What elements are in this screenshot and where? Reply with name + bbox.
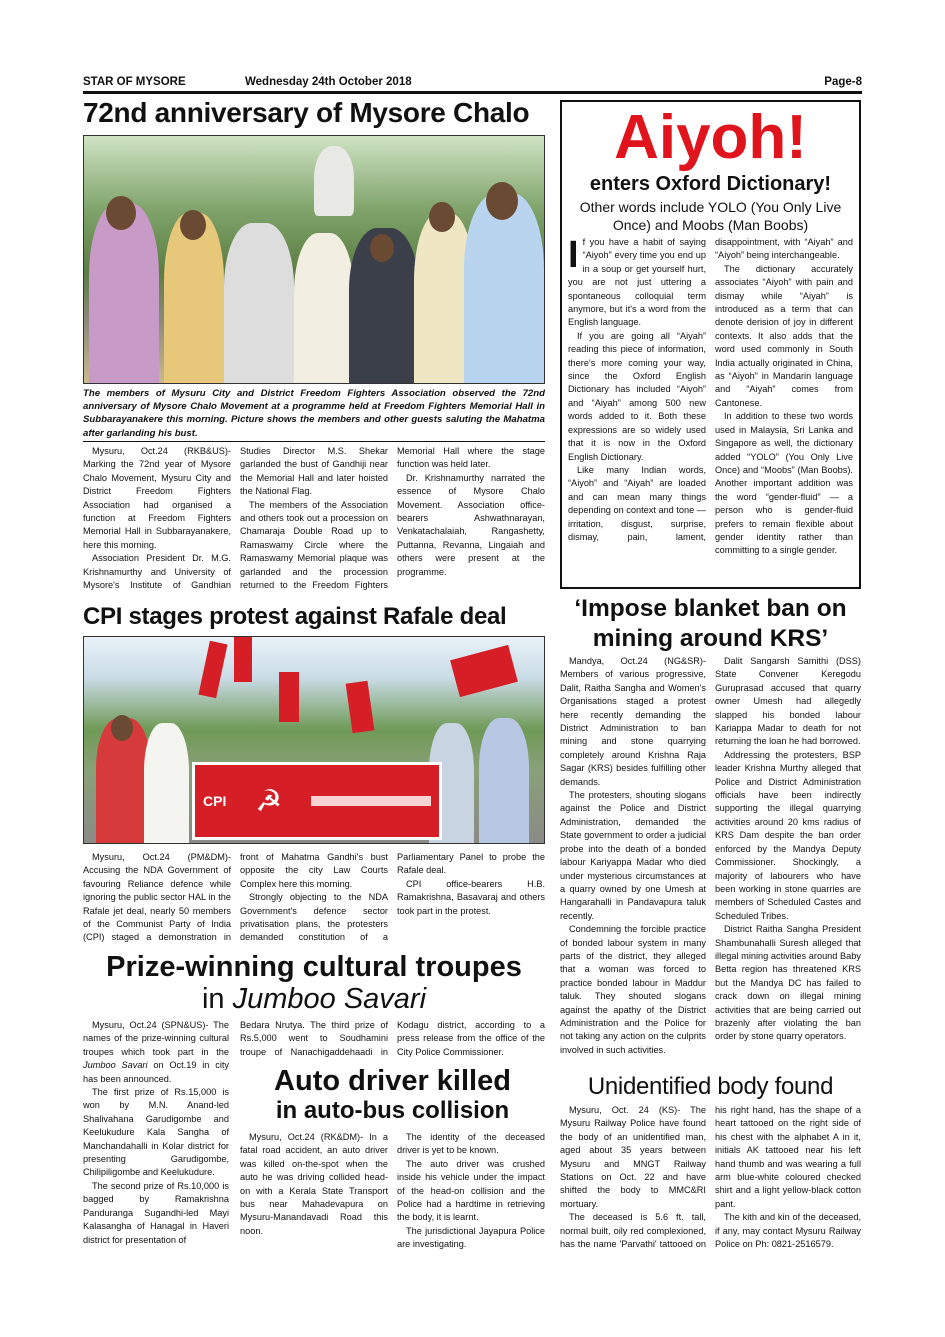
chalo-headline: 72nd anniversary of Mysore Chalo	[83, 97, 530, 128]
masthead-rule	[83, 91, 862, 94]
paragraph: Condemning the forcible practice of bonded labour system in many parts of the district, they alleged that a woman was forced to practice bonded labour in Maddur taluk. They shouted slogans against the apathy of the District Administration and the Police for not taking any action on the culprits involved in such activities.	[560, 924, 706, 1055]
body-found-headline: Unidentified body found	[587, 1073, 834, 1100]
page-number: Page-8	[824, 76, 862, 88]
paragraph: The kith and kin of the deceased, if any, may contact Mysuru Railway Police on Ph: 0821-2516579.	[715, 1212, 861, 1250]
paragraph: Mysuru, Oct. 24 (KS)- The Mysuru Railway Police have found the body of an unidentified man, aged about 35 years between Mysuru and MNGT Railway Stations on Oct. 22 and have shifted the body to MMC&RI mortuary.	[560, 1105, 706, 1209]
masthead	[83, 76, 862, 92]
paragraph: Bedara Nrutya. The third prize of Rs.5,000 went to Soudhamini troupe of Nanachigaddehaadi in Kodagu district, according to a press release from the office of the City Police Commissioner.	[240, 1020, 545, 1057]
drop-cap: I	[568, 234, 579, 276]
cpi-body	[83, 851, 545, 945]
aiyoh-headline: Aiyoh!	[614, 103, 807, 172]
body-found-body	[560, 1104, 861, 1251]
paragraph: If you have a habit of saying “Aiyoh” every time you end up in a soup or get yourself hurt, you are not just uttering a spontaneous colloquial term anymore, but it's a word from the English language.	[568, 234, 706, 328]
paragraph: The dictionary accurately associates “Aiyoh” with pain and dismay while “Aiyah” is introduced as a term that can denote derision of joy in different contexts. It also adds that the word used commonly in South India actually originated in China, as “Aiyoh” in Mandarin language and “Aiyah” comes from Cantonese.	[715, 263, 853, 408]
cpi-banner-text: CPI	[203, 793, 227, 809]
paragraph: Dalit Sangarsh Samithi (DSS) State Convener Keregodu Guruprasad accused that quarry owner Umesh had allegedly slapped his bonded labour Kariappa Madar to death for not returning the loan he had borrowed.	[715, 656, 861, 747]
paragraph: Mandya, Oct.24 (NG&SR)- Members of various progressive, Dalit, Raitha Sangha and Women's Organisations staged a protest here recently demanding the District Administration to ban mining and stone quarrying completely around Krishna Raja Sagar (KRS) besides fulfilling other demands.	[560, 656, 706, 787]
aiyoh-deck: Other words include YOLO (You Only Live Once) and Moobs (Man Boobs)	[579, 199, 842, 233]
paragraph: The jurisdictional Jayapura Police are investigating.	[397, 1225, 545, 1250]
paragraph: Mysuru, Oct.24 (RK&DM)- In a fatal road accident, an auto driver was killed on-the-spot when the auto he was driving collided head-on with a Kerala State Transport bus near Mahadevapura on Mysuru-Manandavadi Road this noon.	[240, 1132, 388, 1236]
chalo-photo-caption: The members of Mysuru City and District Freedom Fighters Association observed the 72nd anniversary of Mysore Chalo Movement at a programme held at Freedom Fighters Memorial Hall in Subbarayanakere this morning. Picture shows the members and other guests saluting the Mahatma after garlanding his bust.	[83, 387, 545, 442]
prize-headline-in: in	[201, 983, 225, 1015]
krs-body	[560, 655, 861, 1057]
auto-headline-line1: Auto driver killed	[274, 1065, 511, 1097]
aiyoh-article-box	[560, 100, 861, 589]
hammer-sickle-icon: ☭	[255, 783, 283, 819]
krs-headline-line1: ‘Impose blanket ban on	[574, 595, 847, 622]
auto-body	[240, 1131, 545, 1252]
paragraph: The identity of the deceased driver is yet to be known.	[397, 1132, 545, 1156]
prize-headline-italic: Jumboo Savari	[232, 983, 427, 1015]
paragraph: The members of the Association and others took out a procession on Chamaraja Double Road up to Ramaswamy Circle where the Ramaswamy Memorial plaque was garlanded and the procession returned to the Freedom Fighters Memorial Hall where the stage function was held later.	[240, 446, 545, 591]
paragraph: The deceased is 5.6 ft. tall, normal built, oily red complexioned, has the name 'Parvathi' tattooed on his right hand, has the shape of a heart tattooed on the right side of his chest with the alphabet A in it, initials AK tattooed near his left hand thumb and was wearing a full arm blue-white coloured checked shirt and a light yellow-black cotton pant.	[560, 1105, 861, 1250]
auto-headline	[240, 1066, 545, 1126]
paragraph: Mysuru, Oct.24 (RKB&US)- Marking the 72nd year of Mysore Chalo Movement, Mysuru City and District Freedom Fighters Association had organised a function at Freedom Fighters Memorial Hall in Subbarayanakere, here this morning.	[83, 446, 231, 550]
chalo-photo	[83, 135, 545, 384]
cpi-headline: CPI stages protest against Rafale deal	[83, 603, 507, 630]
paragraph: Association President Dr. M.G. Krishnamurthy and University of Mysore's Institute of Gandhian Studies Director M.S. Shekar garlanded the bust of Gandhiji near the Memorial Hall and later hoisted the National Flag.	[83, 446, 388, 591]
paragraph: The auto driver was crushed inside his vehicle under the impact of the head-on collision and the Police had a hardtime in retrieving the body, it is learnt.	[397, 1158, 545, 1223]
chalo-body	[83, 445, 545, 592]
krs-headline-line2: mining around KRS’	[592, 625, 829, 652]
paragraph: Strongly objecting to the NDA Government's defence sector privatisation plans, the protesters demanded constitution of a Parliamentary Panel to probe the Rafale deal.	[240, 852, 545, 943]
paragraph: CPI office-bearers H.B. Ramakrishna, Basavaraj and others took part in the protest.	[397, 878, 545, 916]
paragraph: Mysuru, Oct.24 (PM&DM)- Accusing the NDA Government of favouring Reliance defence while ignoring the public sector HAL in the Rafale jet deal, nearly 50 members of the Communist Party of India (CPI) staged a demonstration in front of Mahatma Gandhi's bust opposite the city Law Courts Complex here this morning.	[83, 852, 388, 943]
paragraph: If you are going all “Aiyah” reading this piece of information, there's more coming your way, since the Oxford English Dictionary has included “Aiyoh” and “Aiyah” among 500 new words added to it. Both these expressions are so widely used that it is now in the Oxford English Dictionary.	[568, 330, 706, 462]
aiyoh-subhead: enters Oxford Dictionary!	[589, 173, 832, 195]
cpi-banner	[192, 762, 442, 840]
issue-date: Wednesday 24th October 2018	[245, 76, 412, 88]
paragraph: In addition to these two words used in Malaysia, Sri Lanka and Singapore as well, the dictionary added “YOLO” (You Only Live Once) and “Moobs” (Man Boobs). Another important addition was the word “gender-fluid” — a person who is gender-fluid prefers to remain flexible about gender identity rather than committing to a single gender.	[715, 411, 853, 556]
aiyoh-body	[562, 234, 859, 558]
prize-headline-line1: Prize-winning cultural troupes	[106, 951, 522, 983]
paragraph: District Raitha Sangha President Shambunahalli Suresh alleged that illegal mining activities around Baby Betta region has threatened KRS but the Mandya DC has failed to crack down on illegal mining activities that are being carried out brazenly after violating the ban order by stone quarry operators.	[715, 924, 861, 1042]
paragraph: The first prize of Rs.15,000 is won by M.N. Anand-led Shalivahana Garudigombe and Keelukudure Kala Sangha of Manchandahalli in Kolar district for presenting Garudigombe, Chilipiligombe and Keelukudure.	[83, 1087, 229, 1178]
cpi-protest-photo	[83, 636, 545, 844]
paragraph: Mysuru, Oct.24 (SPN&US)- The names of the prize-winning cultural troupes which took part in the Jumboo Savari on Oct.19 in city has been announced.	[83, 1020, 230, 1084]
prize-body-continued	[240, 1019, 545, 1059]
paragraph: Addressing the protesters, BSP leader Krishna Murthy alleged that Police and District Administration officials have been indirectly supporting the illegal quarrying activities around 20 kms radius of KRS Dam despite the ban order enforced by the Mandya Deputy Commissioner. Shockingly, a majority of labourers who have been working in stone quarries are members of Scheduled Castes and Scheduled Tribes.	[715, 749, 861, 921]
paper-name: STAR OF MYSORE	[83, 76, 186, 88]
paragraph: The protesters, shouting slogans against the Police and District Administration, demanded the State government to order a judicial probe into the death of a bonded labour Kariyappa Madar who died under mysterious circumstances at a quarry owned by one Umesh at Hangarahalli in Pandavapura taluk recently.	[560, 790, 706, 921]
paragraph: Dr. Krishnamurthy narrated the essence of Mysore Chalo Movement. Association office-bearers Ashwathnarayan, Venkatachalaiah, Rangashetty, Puttanna, Revanna, Lingaiah and others were present at the programme.	[397, 472, 545, 577]
auto-headline-line2: in auto-bus collision	[275, 1097, 510, 1124]
paragraph: Like many Indian words, “Aiyoh” and “Aiyah” are loaded and can mean many things depending on context and tone — irritation, disgust, surprise, dismay, pain, lament, disappointment, with “Aiyah” and “Aiyoh” being interchangeable.	[568, 237, 853, 542]
prize-headline	[83, 951, 545, 1015]
krs-headline	[560, 594, 861, 654]
paragraph: The second prize of Rs.10,000 is bagged by Ramakrishna Panduranga Sugandhi-led Mayi Kalasangha of Hanagal in Haveri district for presentation of	[83, 1180, 229, 1245]
prize-body-col1	[83, 1019, 229, 1247]
